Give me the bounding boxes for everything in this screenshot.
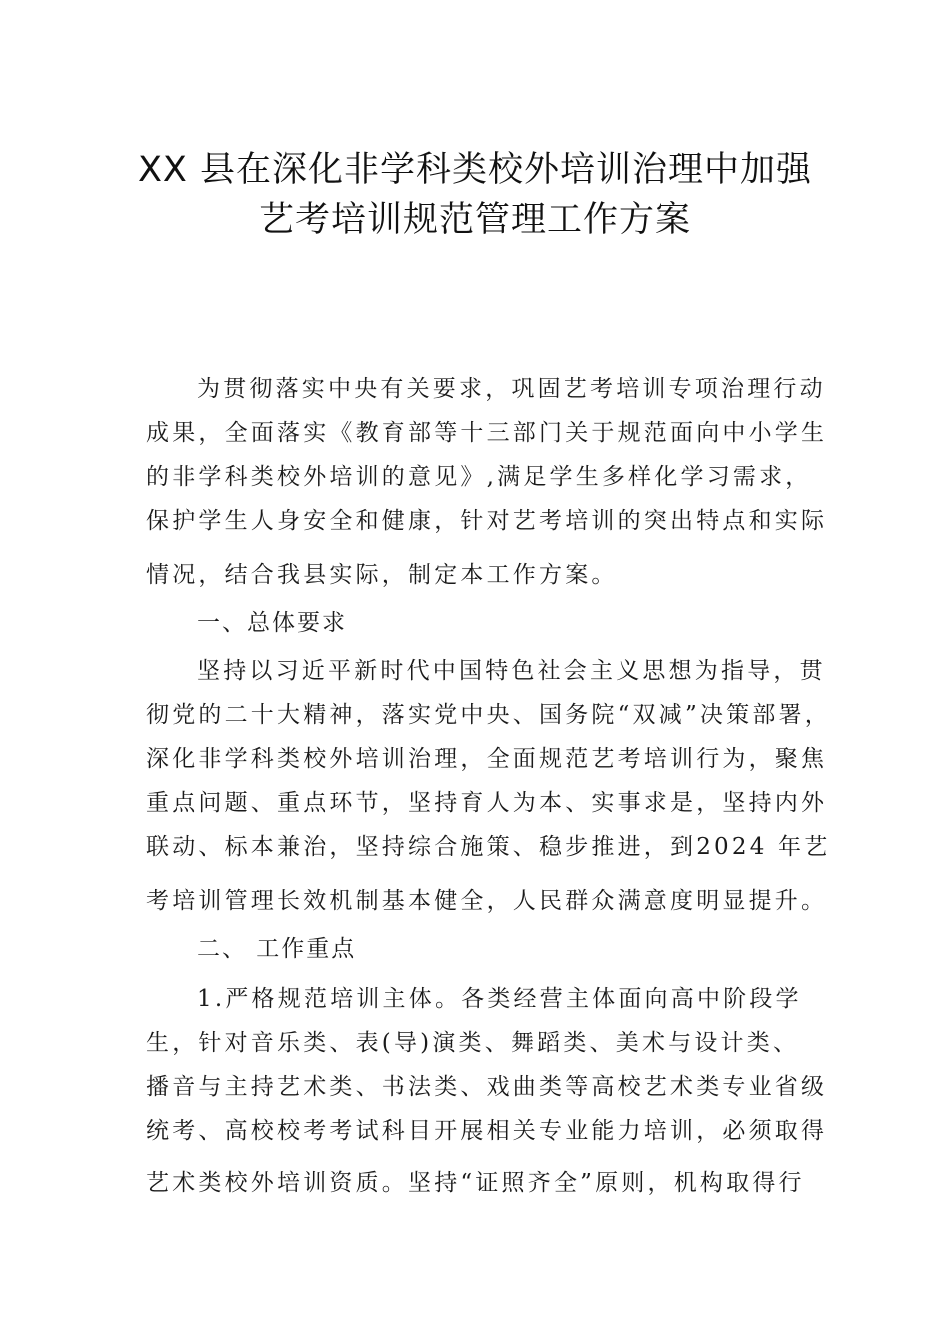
paragraph-line: 播音与主持艺术类、书法类、戏曲类等高校艺术类专业省级 — [146, 1074, 828, 1100]
paragraph-line: 重点问题、重点环节，坚持育人为本、实事求是，坚持内外 — [146, 790, 828, 816]
paragraph-line: 成果，全面落实《教育部等十三部门关于规范面向中小学生 — [146, 420, 828, 446]
paragraph-line: 生，针对音乐类、表(导)演类、舞蹈类、美术与设计类、 — [146, 1030, 800, 1056]
section-heading: 一、总体要求 — [197, 610, 347, 636]
paragraph-line: 彻党的二十大精神，落实党中央、国务院“双减”决策部署， — [146, 702, 831, 728]
paragraph-line: 1.严格规范培训主体。各类经营主体面向高中阶段学 — [197, 986, 802, 1012]
paragraph-line: 考培训管理长效机制基本健全，人民群众满意度明显提升。 — [146, 888, 828, 914]
paragraph-line: 保护学生人身安全和健康，针对艺考培训的突出特点和实际 — [146, 508, 828, 534]
document-title-line-1: XX 县在深化非学科类校外培训治理中加强 — [137, 150, 813, 190]
paragraph-line: 深化非学科类校外培训治理，全面规范艺考培训行为，聚焦 — [146, 746, 828, 772]
paragraph-line: 坚持以习近平新时代中国特色社会主义思想为指导，贯 — [197, 658, 826, 684]
document-title-line-2: 艺考培训规范管理工作方案 — [258, 200, 691, 240]
paragraph-line: 统考、高校校考考试科目开展相关专业能力培训，必须取得 — [146, 1118, 828, 1144]
paragraph-line: 情况，结合我县实际，制定本工作方案。 — [146, 562, 618, 588]
paragraph-line: 艺术类校外培训资质。坚持“证照齐全”原则，机构取得行 — [146, 1170, 805, 1196]
paragraph-line: 为贯彻落实中央有关要求，巩固艺考培训专项治理行动 — [197, 376, 826, 402]
section-heading: 二、 工作重点 — [197, 936, 357, 962]
paragraph-line: 的非学科类校外培训的意见》,满足学生多样化学习需求， — [146, 464, 812, 490]
paragraph-line: 联动、标本兼治，坚持综合施策、稳步推进，到2024 年艺 — [146, 834, 831, 860]
